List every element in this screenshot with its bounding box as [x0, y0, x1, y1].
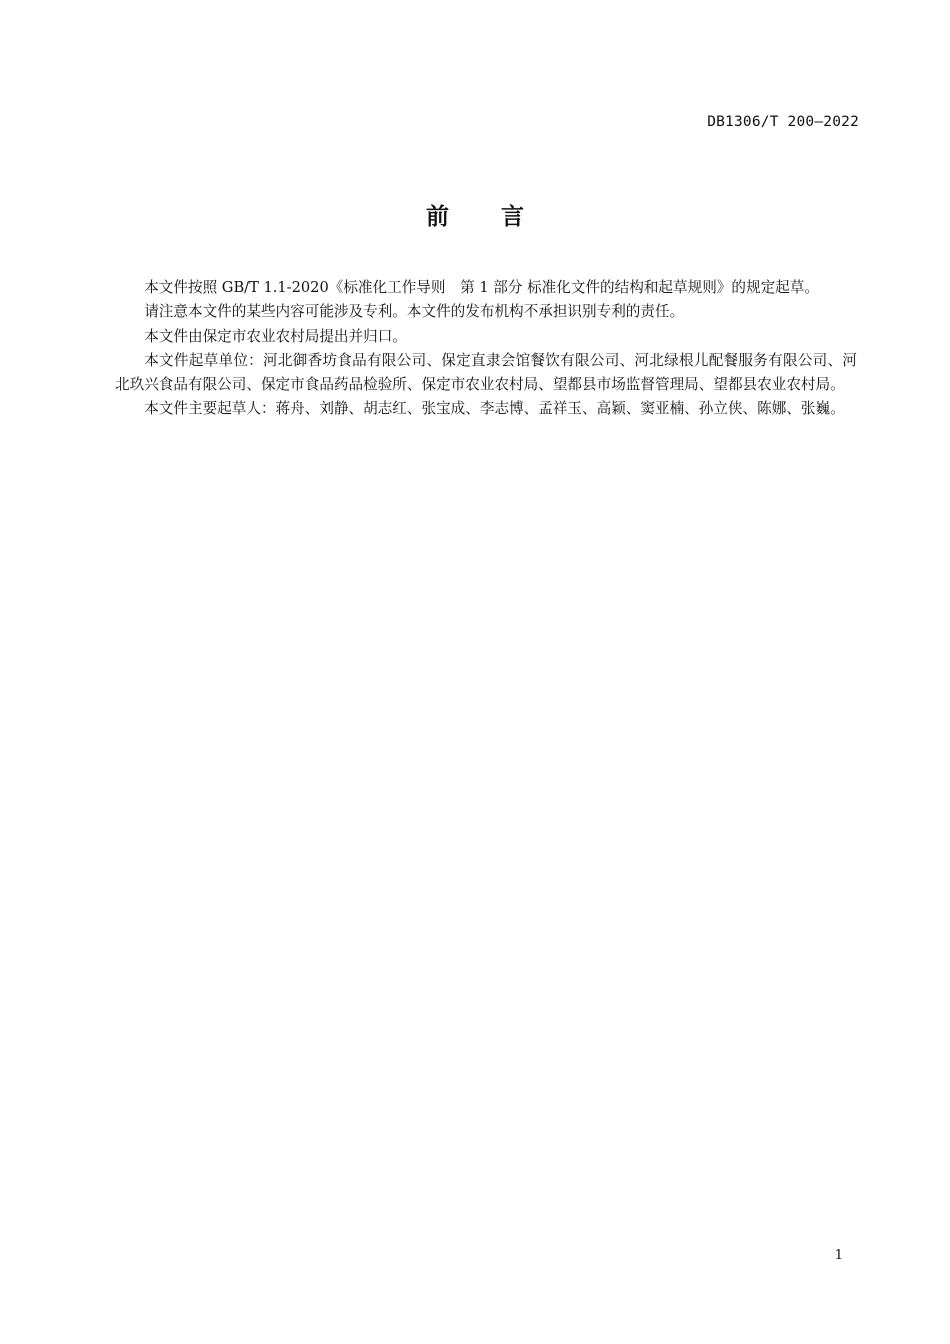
document-code: DB1306/T 200—2022: [707, 114, 859, 130]
foreword-title: [0, 198, 950, 231]
paragraph-patent-notice: 请注意本文件的某些内容可能涉及专利。本文件的发布机构不承担识别专利的责任。: [144, 303, 685, 321]
paragraph-proposer: 本文件由保定市农业农村局提出并归口。: [144, 327, 407, 345]
foreword-body: [115, 276, 857, 422]
paragraph-drafting-units: 本文件起草单位：河北御香坊食品有限公司、保定直隶会馆餐饮有限公司、河北绿根儿配餐服务有限公司、河北玖兴食品有限公司、保定市食品药品检验所、保定市农业农村局、望都县市场监督管理局、望都县农业农村局。: [115, 351, 857, 394]
foreword-title-char-2: 言: [501, 204, 524, 230]
paragraph-drafters: 本文件主要起草人：蒋舟、刘静、胡志红、张宝成、李志博、孟祥玉、高颖、窦亚楠、孙立侠、陈娜、张巍。: [144, 400, 845, 418]
page-number: 1: [834, 1248, 843, 1263]
paragraph-drafting-rules: 本文件按照 GB/T 1.1-2020《标准化工作导则 第 1 部分 标准化文件的结构和起草规则》的规定起草。: [144, 279, 819, 296]
foreword-title-char-1: 前: [426, 204, 449, 230]
